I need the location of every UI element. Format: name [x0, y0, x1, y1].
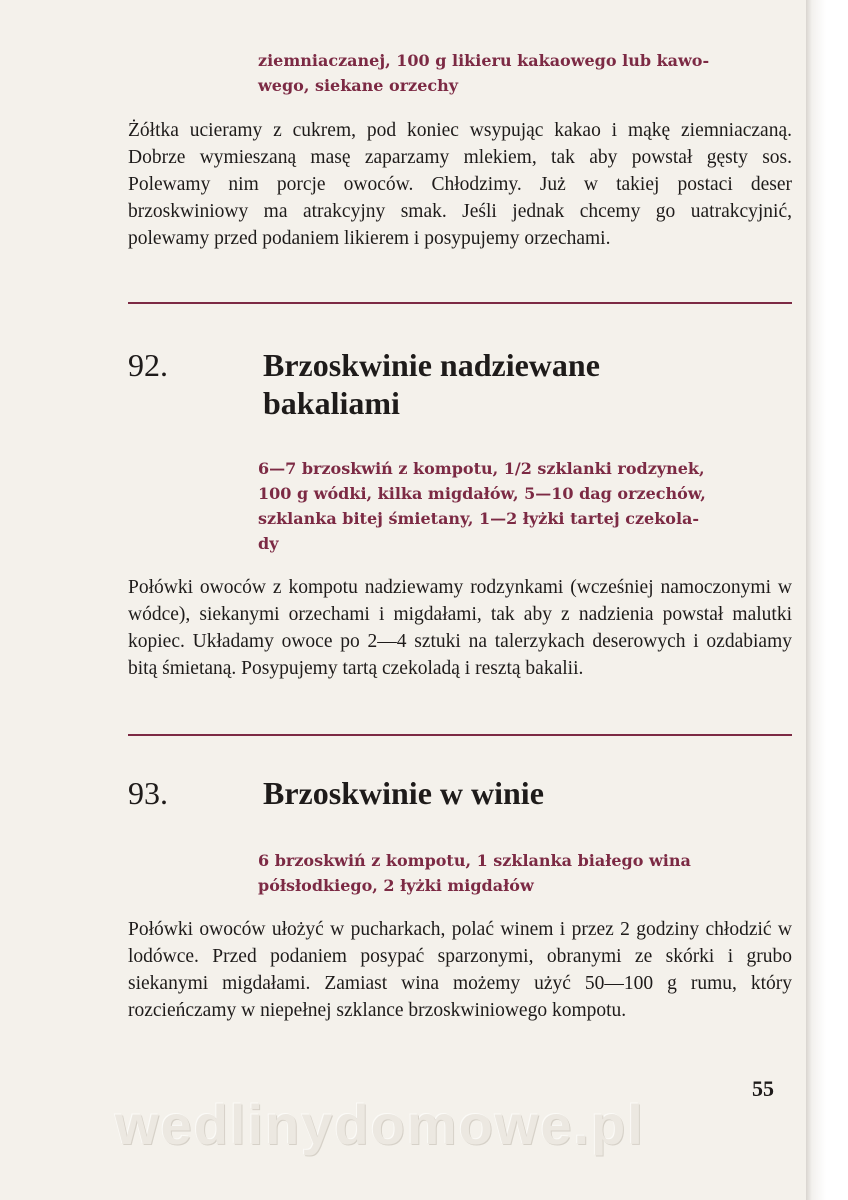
page-edge-shadow — [806, 0, 848, 1200]
recipe-number: 92. — [128, 347, 168, 383]
recipe-number: 93. — [128, 775, 168, 811]
ingredients-continuation: ziemniaczanej, 100 g likieru kakaowego lub kawo- wego, siekane orzechy — [258, 51, 710, 95]
watermark: wedlinydomowe.pl — [115, 1093, 645, 1156]
section-divider — [128, 302, 792, 304]
section-divider — [128, 734, 792, 736]
instructions-continuation: Żółtka ucieramy z cukrem, pod koniec wsypując kakao i mąkę ziemniaczaną. Dobrze wymieszaną masę zaparzamy mlekiem, tak aby powstał gęsty sos. Polewamy nim porcje owoców. Chłodzimy. Już w takiej postaci deser brzoskwiniowy ma atrakcyjny smak. Jeśli jednak chcemy go uatrakcyjnić, polewamy przed podaniem likierem i posypujemy orzechami. — [128, 120, 792, 249]
page-number: 55 — [752, 1076, 774, 1101]
recipe-instructions: Połówki owoców ułożyć w pucharkach, polać winem i przez 2 godziny chłodzić w lodówce. Przed podaniem posypać sparzonymi, obranymi ze skórki i grubo siekanymi migdałami. Zamiast wina możemy użyć 50—100 g rumu, który rozcieńczamy w niepełnej szklance brzoskwiniowego kompotu. — [128, 919, 792, 1021]
recipe-ingredients: 6—7 brzoskwiń z kompotu, 1/2 szklanki rodzynek, 100 g wódki, kilka migdałów, 5—10 dag orzechów, szklanka bitej śmietany, 1—2 łyżki tartej czekola- dy — [258, 459, 706, 553]
recipe-ingredients: 6 brzoskwiń z kompotu, 1 szklanka białego wina półsłodkiego, 2 łyżki migdałów — [258, 851, 691, 895]
recipe-instructions: Połówki owoców z kompotu nadziewamy rodzynkami (wcześniej namoczonymi w wódce), siekanymi orzechami i migdałami, tak aby z nadzienia powstał malutki kopiec. Układamy owoce po 2—4 sztuki na talerzykach deserowych i ozdabiamy bitą śmietaną. Posypujemy tartą czekoladą i resztą bakalii. — [128, 577, 792, 679]
recipe-title: Brzoskwinie nadziewane bakaliami — [263, 347, 600, 421]
recipe-title: Brzoskwinie w winie — [263, 775, 544, 811]
